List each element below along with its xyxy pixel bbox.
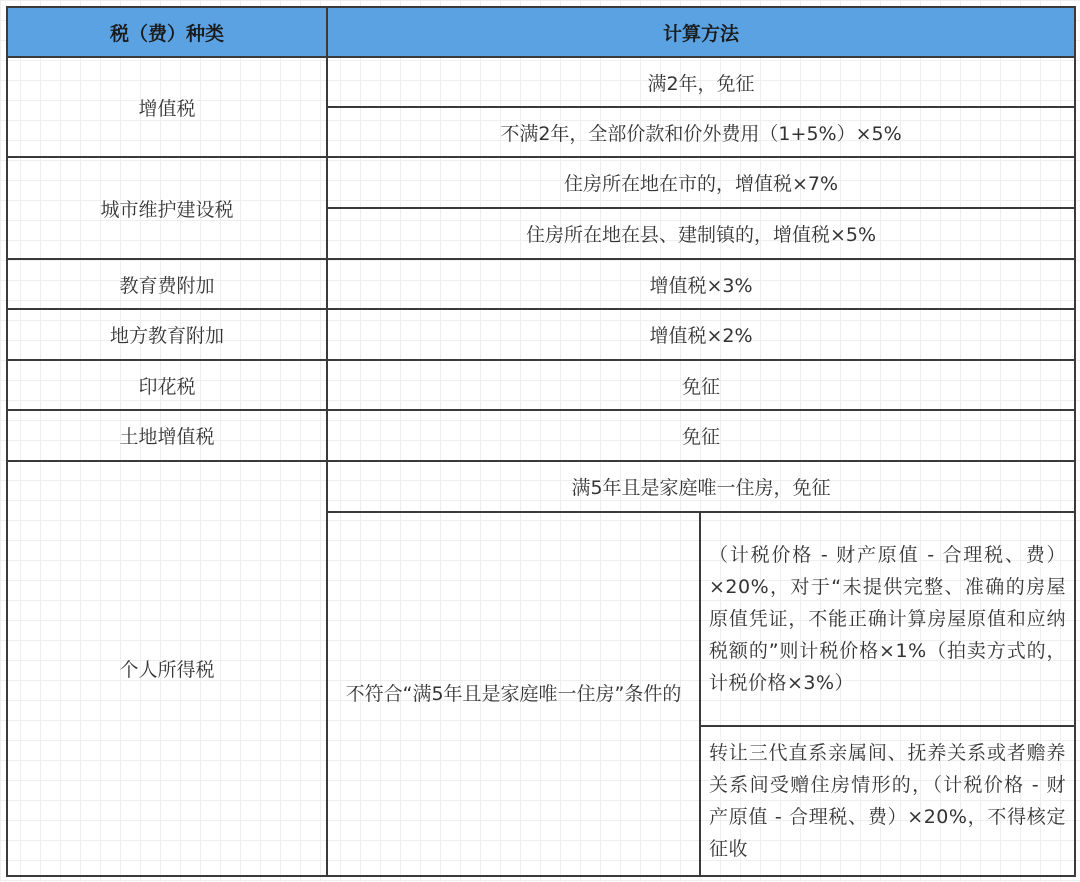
tax-name-income: 个人所得税 — [7, 461, 327, 876]
table-row — [7, 410, 1075, 461]
table-row — [7, 461, 1075, 512]
method-cell: 免征 — [327, 410, 1075, 461]
table-row — [7, 360, 1075, 410]
method-cell: 不满2年，全部价款和价外费用（1+5%）×5% — [327, 107, 1075, 157]
tax-table — [6, 6, 1076, 877]
tax-name-local-edu: 地方教育附加 — [7, 309, 327, 360]
method-cell: 住房所在地在市的，增值税×7% — [327, 157, 1075, 208]
tax-name-vat: 增值税 — [7, 57, 327, 157]
table-row — [7, 157, 1075, 208]
method-cell: 住房所在地在县、建制镇的，增值税×5% — [327, 208, 1075, 259]
method-cell: 增值税×3% — [327, 259, 1075, 309]
method-cell: （计税价格 - 财产原值 - 合理税、费）×20%，对于“未提供完整、准确的房屋原值凭证，不能正确计算房屋原值和应纳税额的”则计税价格×1%（拍卖方式的，计税价格×3%） — [700, 512, 1075, 726]
header-row — [7, 7, 1075, 57]
table-row — [7, 259, 1075, 309]
tax-name-stamp: 印花税 — [7, 360, 327, 410]
method-cell: 转让三代直系亲属间、抚养关系或者赡养关系间受赠住房情形的，（计税价格 - 财产原值 - 合理税、费）×20%，不得核定征收 — [700, 726, 1075, 876]
income-condition-cell: 不符合“满5年且是家庭唯一住房”条件的 — [327, 512, 700, 876]
header-method: 计算方法 — [327, 7, 1075, 57]
table-row — [7, 57, 1075, 107]
tax-name-edu: 教育费附加 — [7, 259, 327, 309]
method-cell: 满2年，免征 — [327, 57, 1075, 107]
table-row — [7, 309, 1075, 360]
tax-name-urban: 城市维护建设税 — [7, 157, 327, 259]
method-cell: 增值税×2% — [327, 309, 1075, 360]
header-tax-type: 税（费）种类 — [7, 7, 327, 57]
tax-name-land: 土地增值税 — [7, 410, 327, 461]
method-cell: 免征 — [327, 360, 1075, 410]
method-cell: 满5年且是家庭唯一住房，免征 — [327, 461, 1075, 512]
